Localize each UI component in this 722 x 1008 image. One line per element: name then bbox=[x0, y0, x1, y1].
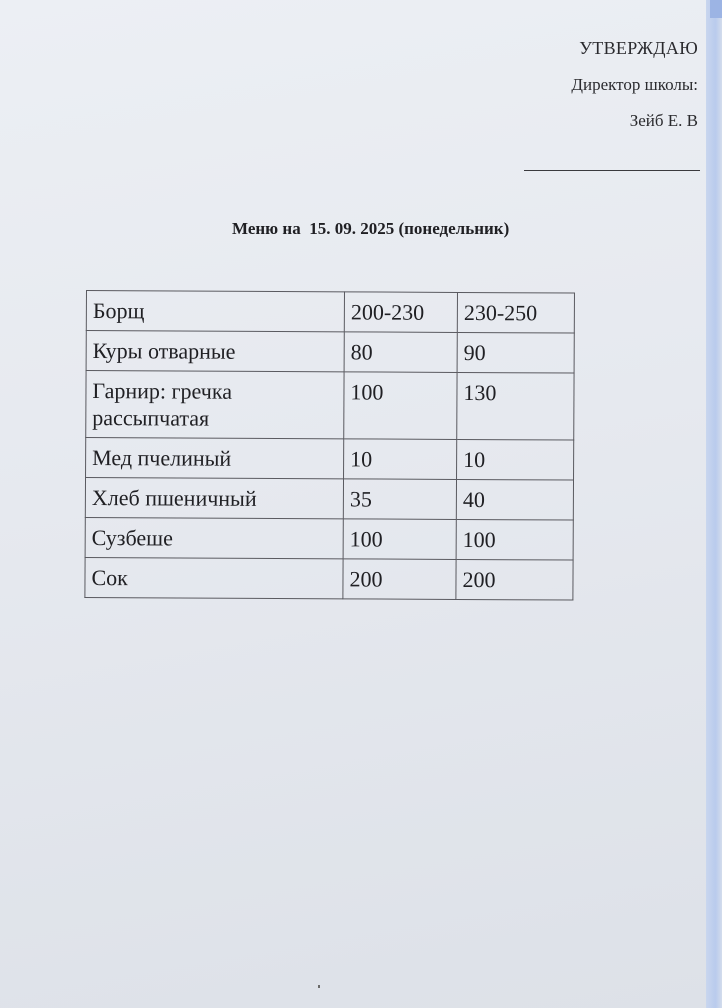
portion-large: 230-250 bbox=[457, 292, 574, 333]
signature-line bbox=[524, 170, 700, 171]
page-edge-mark bbox=[710, 0, 722, 18]
paper-speck bbox=[318, 985, 320, 988]
portion-small: 10 bbox=[344, 439, 457, 480]
portion-large: 130 bbox=[457, 372, 574, 440]
portion-small: 100 bbox=[343, 519, 456, 560]
dish-name: Гарнир: гречка рассыпчатая bbox=[86, 371, 344, 439]
portion-small: 200 bbox=[343, 559, 456, 600]
dish-name: Борщ bbox=[86, 291, 344, 332]
portion-small: 80 bbox=[344, 332, 457, 373]
table-row bbox=[85, 517, 573, 560]
portion-large: 40 bbox=[456, 479, 573, 520]
menu-title: Меню на 15. 09. 2025 (понедельник) bbox=[232, 219, 510, 238]
dish-name: Куры отварные bbox=[86, 331, 344, 372]
approval-name: Зейб Е. В bbox=[629, 111, 698, 130]
approval-block bbox=[571, 38, 698, 131]
table-row bbox=[86, 291, 574, 334]
approval-heading: УТВЕРЖДАЮ bbox=[579, 38, 698, 58]
table-row bbox=[85, 478, 573, 521]
table-row bbox=[86, 371, 574, 441]
page-edge-strip bbox=[706, 0, 722, 1008]
dish-name: Мед пчелиный bbox=[86, 438, 344, 479]
portion-large: 10 bbox=[457, 439, 574, 480]
dish-name: Сузбеше bbox=[85, 517, 343, 558]
menu-table bbox=[84, 290, 575, 601]
table-row bbox=[86, 438, 574, 481]
table-row bbox=[85, 557, 573, 600]
portion-large: 90 bbox=[457, 332, 574, 373]
portion-large: 200 bbox=[456, 559, 573, 600]
portion-small: 100 bbox=[344, 372, 457, 440]
table-row bbox=[86, 331, 574, 374]
portion-large: 100 bbox=[456, 519, 573, 560]
approval-position: Директор школы: bbox=[571, 75, 698, 94]
portion-small: 35 bbox=[343, 479, 456, 520]
dish-name: Хлеб пшеничный bbox=[85, 478, 343, 519]
portion-small: 200-230 bbox=[344, 292, 457, 333]
dish-name: Сок bbox=[85, 557, 343, 598]
